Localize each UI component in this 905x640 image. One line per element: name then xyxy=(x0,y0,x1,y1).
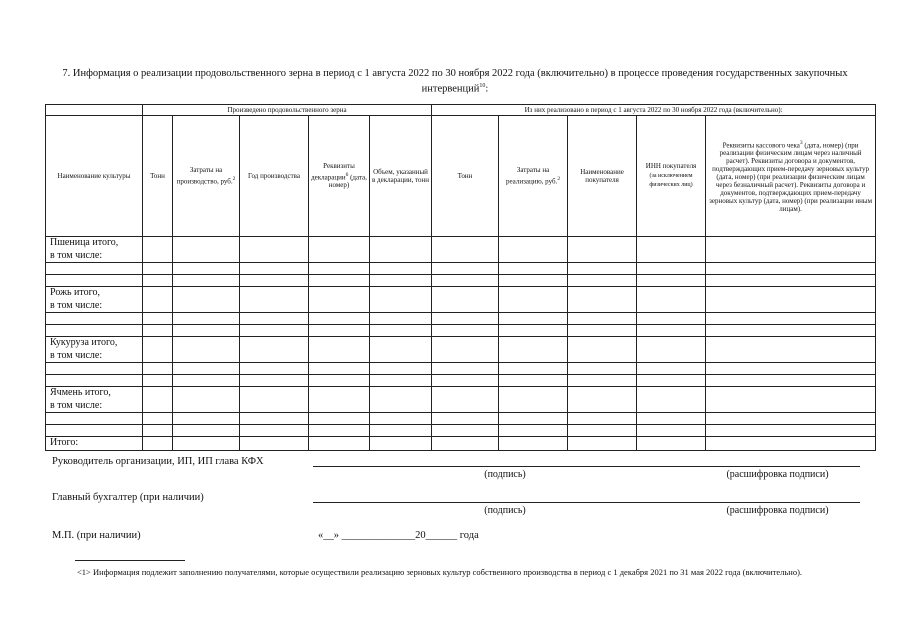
col-sale-costs-ref: 2 xyxy=(557,175,561,182)
head-signature-line xyxy=(313,466,860,467)
accountant-signature-label: Главный бухгалтер (при наличии) xyxy=(52,492,204,503)
col-volume: Объем, указанный в декларации, тонн xyxy=(370,116,432,237)
table-row xyxy=(46,237,876,263)
col-sale-costs-text: Затраты на реализацию, руб. xyxy=(505,166,558,186)
date-field: «__» ______________20______ года xyxy=(318,530,479,541)
head-decode-hint: (расшифровка подписи) xyxy=(726,469,829,480)
col-costs-ref: 2 xyxy=(232,175,236,182)
culture-including: в том числе: xyxy=(50,399,103,411)
accountant-signature-line xyxy=(313,502,860,503)
head-signature-label: Руководитель организации, ИП, ИП глава КФХ xyxy=(52,456,264,467)
table-row xyxy=(46,413,876,425)
col-declaration xyxy=(309,116,370,237)
table-row xyxy=(46,363,876,375)
corner-cell xyxy=(46,105,143,116)
col-inn xyxy=(637,116,706,237)
col-inn-note: (за исключением физических лиц) xyxy=(649,172,693,189)
col-receipt-a: Реквизиты кассового чека xyxy=(722,141,800,150)
footnote-ref: 10 xyxy=(479,83,486,89)
col-decl-text: Реквизиты декларации xyxy=(311,162,355,181)
culture-label xyxy=(46,287,143,313)
footnote-text: <1> Информация подлежит заполнению получателями, которые осуществили реализацию зерновых культур собственного производства в период с 1 декабря 2021 по 31 мая 2022 года (включительно). xyxy=(77,567,803,577)
culture-total: Ячмень итого, xyxy=(50,387,111,398)
col-buyer: Наименование покупателя xyxy=(568,116,637,237)
col-year: Год производства xyxy=(240,116,309,237)
col-costs xyxy=(173,116,240,237)
accountant-sign-hint: (подпись) xyxy=(484,505,526,516)
section-title-text: 7. Информация о реализации продовольственного зерна в период с 1 августа 2022 по 30 ноября 2022 года (включительно) в процессе проведения государственных закупочных интервенций xyxy=(62,68,848,95)
culture-including: в том числе: xyxy=(50,299,103,311)
col-inn-text: ИНН покупателя xyxy=(645,162,697,171)
section-title xyxy=(40,68,870,96)
col-culture: Наименование культуры xyxy=(46,116,143,237)
col-sale-costs xyxy=(499,116,568,237)
total-label: Итого: xyxy=(46,437,143,451)
culture-total: Рожь итого, xyxy=(50,287,100,298)
table-row xyxy=(46,313,876,325)
table-row xyxy=(46,287,876,313)
col-costs-text: Затраты на производство, руб. xyxy=(176,166,233,186)
culture-including: в том числе: xyxy=(50,349,103,361)
group-header-row xyxy=(46,105,876,116)
culture-total: Кукуруза итого, xyxy=(50,337,118,348)
footnote-separator xyxy=(75,560,185,561)
culture-label xyxy=(46,237,143,263)
accountant-decode-hint: (расшифровка подписи) xyxy=(726,505,829,516)
col-tons: Тонн xyxy=(143,116,173,237)
culture-including: в том числе: xyxy=(50,249,103,261)
group-sold: Из них реализовано в период с 1 августа 2022 по 30 ноября 2022 года (включительно): xyxy=(432,105,876,116)
table-row xyxy=(46,425,876,437)
table-row xyxy=(46,387,876,413)
culture-label xyxy=(46,387,143,413)
table-row xyxy=(46,375,876,387)
stamp-label: М.П. (при наличии) xyxy=(52,530,141,541)
col-receipt-b: (дата, номер) (при реализации физическим лицам через наличный расчет). Реквизиты договора и документов, подтверждающих прием-передачу зерновых культур (дата, номер) (при реализации физическим лицам через безналичный расчет). Реквизиты договора и документов, подтверждающих прием-передачу зерновых культур (дата, номер) (при реализации иным лицам). xyxy=(709,141,873,214)
table-row xyxy=(46,337,876,363)
col-decl-ref: 6 xyxy=(345,171,349,178)
col-tons-sold: Тонн xyxy=(432,116,499,237)
culture-label xyxy=(46,337,143,363)
column-header-row xyxy=(46,116,876,237)
col-receipt-ref: 3 xyxy=(799,139,803,146)
culture-total: Пшеница итого, xyxy=(50,237,119,248)
head-sign-hint: (подпись) xyxy=(484,469,526,480)
group-produced: Произведено продовольственного зерна xyxy=(143,105,432,116)
grain-sales-table xyxy=(45,104,876,451)
total-row xyxy=(46,437,876,451)
col-decl-suffix: (дата, номер) xyxy=(328,172,367,190)
table-row xyxy=(46,275,876,287)
table-row xyxy=(46,325,876,337)
table-row xyxy=(46,263,876,275)
col-receipt xyxy=(706,116,876,237)
section-title-colon: : xyxy=(485,83,489,95)
